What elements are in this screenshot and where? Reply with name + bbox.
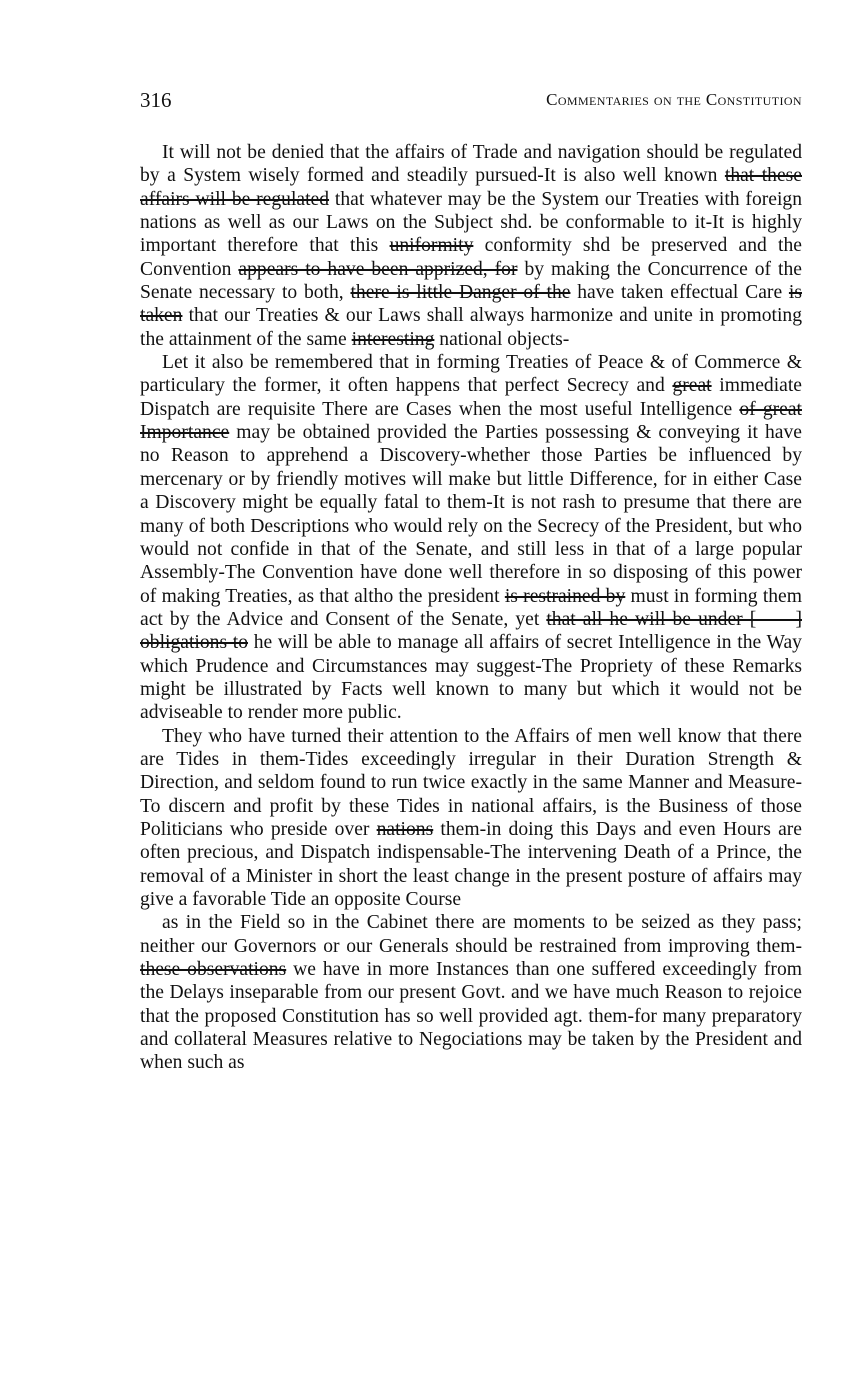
paragraph xyxy=(140,141,802,351)
text-segment: he will be able to manage all affairs of secret Intelligence in the Way which Prudence and Circumstances may suggest-The Propriety of these Remarks might be illustrated by Facts well known to many but which it would not be adviseable to render more public. xyxy=(140,632,802,724)
struck-text: appears to have been apprized, for xyxy=(238,258,518,280)
struck-text: great xyxy=(672,375,712,397)
text-segment: that our Treaties & our Laws shall always harmonize and unite in promoting the attainment of the same xyxy=(140,305,802,350)
paragraph xyxy=(140,911,802,1074)
text-segment: as in the Field so in the Cabinet there are moments to be seized as they pass; neither our Governors or our Generals should be restrained from improving them- xyxy=(140,912,802,957)
struck-text: is taken xyxy=(140,282,802,327)
text-segment: It will not be denied that the affairs of Trade and navigation should be regulated by a System wisely formed and steadily pursued-It is also well known xyxy=(140,142,802,187)
text-segment: immediate Dispatch are requisite There are Cases when the most useful Intelligence xyxy=(140,375,802,420)
paragraph xyxy=(140,351,802,725)
struck-text: nations xyxy=(376,818,434,840)
struck-text: uniformity xyxy=(389,235,474,257)
text-segment: by making the Concurrence of the Senate necessary to both, xyxy=(140,258,802,304)
struck-text: is restrained by xyxy=(504,585,626,607)
text-segment: must in forming them act by the Advice and Consent of the Senate, yet xyxy=(140,585,802,630)
struck-text: that these affairs will be regulated xyxy=(140,165,802,210)
struck-text: interesting xyxy=(351,328,435,350)
struck-text: that all he will be under [——] obligations to xyxy=(140,608,802,654)
page-header xyxy=(140,88,802,120)
text-segment: They who have turned their attention to the Affairs of men well know that there are Tides in them-Tides exceedingly irregular in their Duration Strength & Direction, and seldom found to run twice exactly in the same Manner and Measure-To discern and profit by these Tides in national affairs, is the Business of those Politicians who preside over xyxy=(140,725,802,840)
struck-text: there is little Danger of the xyxy=(350,282,571,304)
body-text xyxy=(140,141,802,1075)
text-segment: may be obtained provided the Parties possessing & conveying it have no Reason to apprehend a Discovery-whether those Parties be influenced by mercenary or by friendly motives will make but little Difference, for in either Case a Discovery might be equally fatal to them-It is not rash to presume that there are many of both Descriptions who would rely on the Secrecy of the President, but who would not confide in that of the Senate, and still less in that of a large popular Assembly-The Convention have done well therefore in so disposing of this power of making Treaties, as that altho the president xyxy=(140,422,802,607)
page-number: 316 xyxy=(140,88,172,112)
running-head: Commentaries on the Constitution xyxy=(546,90,802,109)
text-segment: have taken effectual Care xyxy=(570,282,789,304)
text-segment: conformity shd be preserved and the Convention xyxy=(140,235,802,280)
text-segment: that whatever may be the System our Treaties with foreign nations as well as our Laws on the Subject shd. be conformable to it-It is highly important therefore that this xyxy=(140,188,802,257)
text-segment: we have in more Instances than one suffered exceedingly from the Delays inseparable from our present Govt. and we have much Reason to rejoice that the proposed Constitution has so well provided agt. them-for many preparatory and collateral Measures relative to Negociations may be taken by the President and when such as xyxy=(140,959,802,1074)
text-segment: national objects- xyxy=(434,328,570,350)
text-segment: them-in doing this Days and even Hours are often precious, and Dispatch indispensable-The intervening Death of a Prince, the removal of a Minister in short the least change in the present posture of affairs may give a favorable Tide an opposite Course xyxy=(140,818,802,910)
struck-text: these observations xyxy=(140,959,287,981)
paragraph xyxy=(140,725,802,912)
struck-text: of great Importance xyxy=(140,398,802,444)
text-segment: Let it also be remembered that in forming Treaties of Peace & of Commerce & particulary the former, it often happens that perfect Secrecy and xyxy=(140,352,802,397)
